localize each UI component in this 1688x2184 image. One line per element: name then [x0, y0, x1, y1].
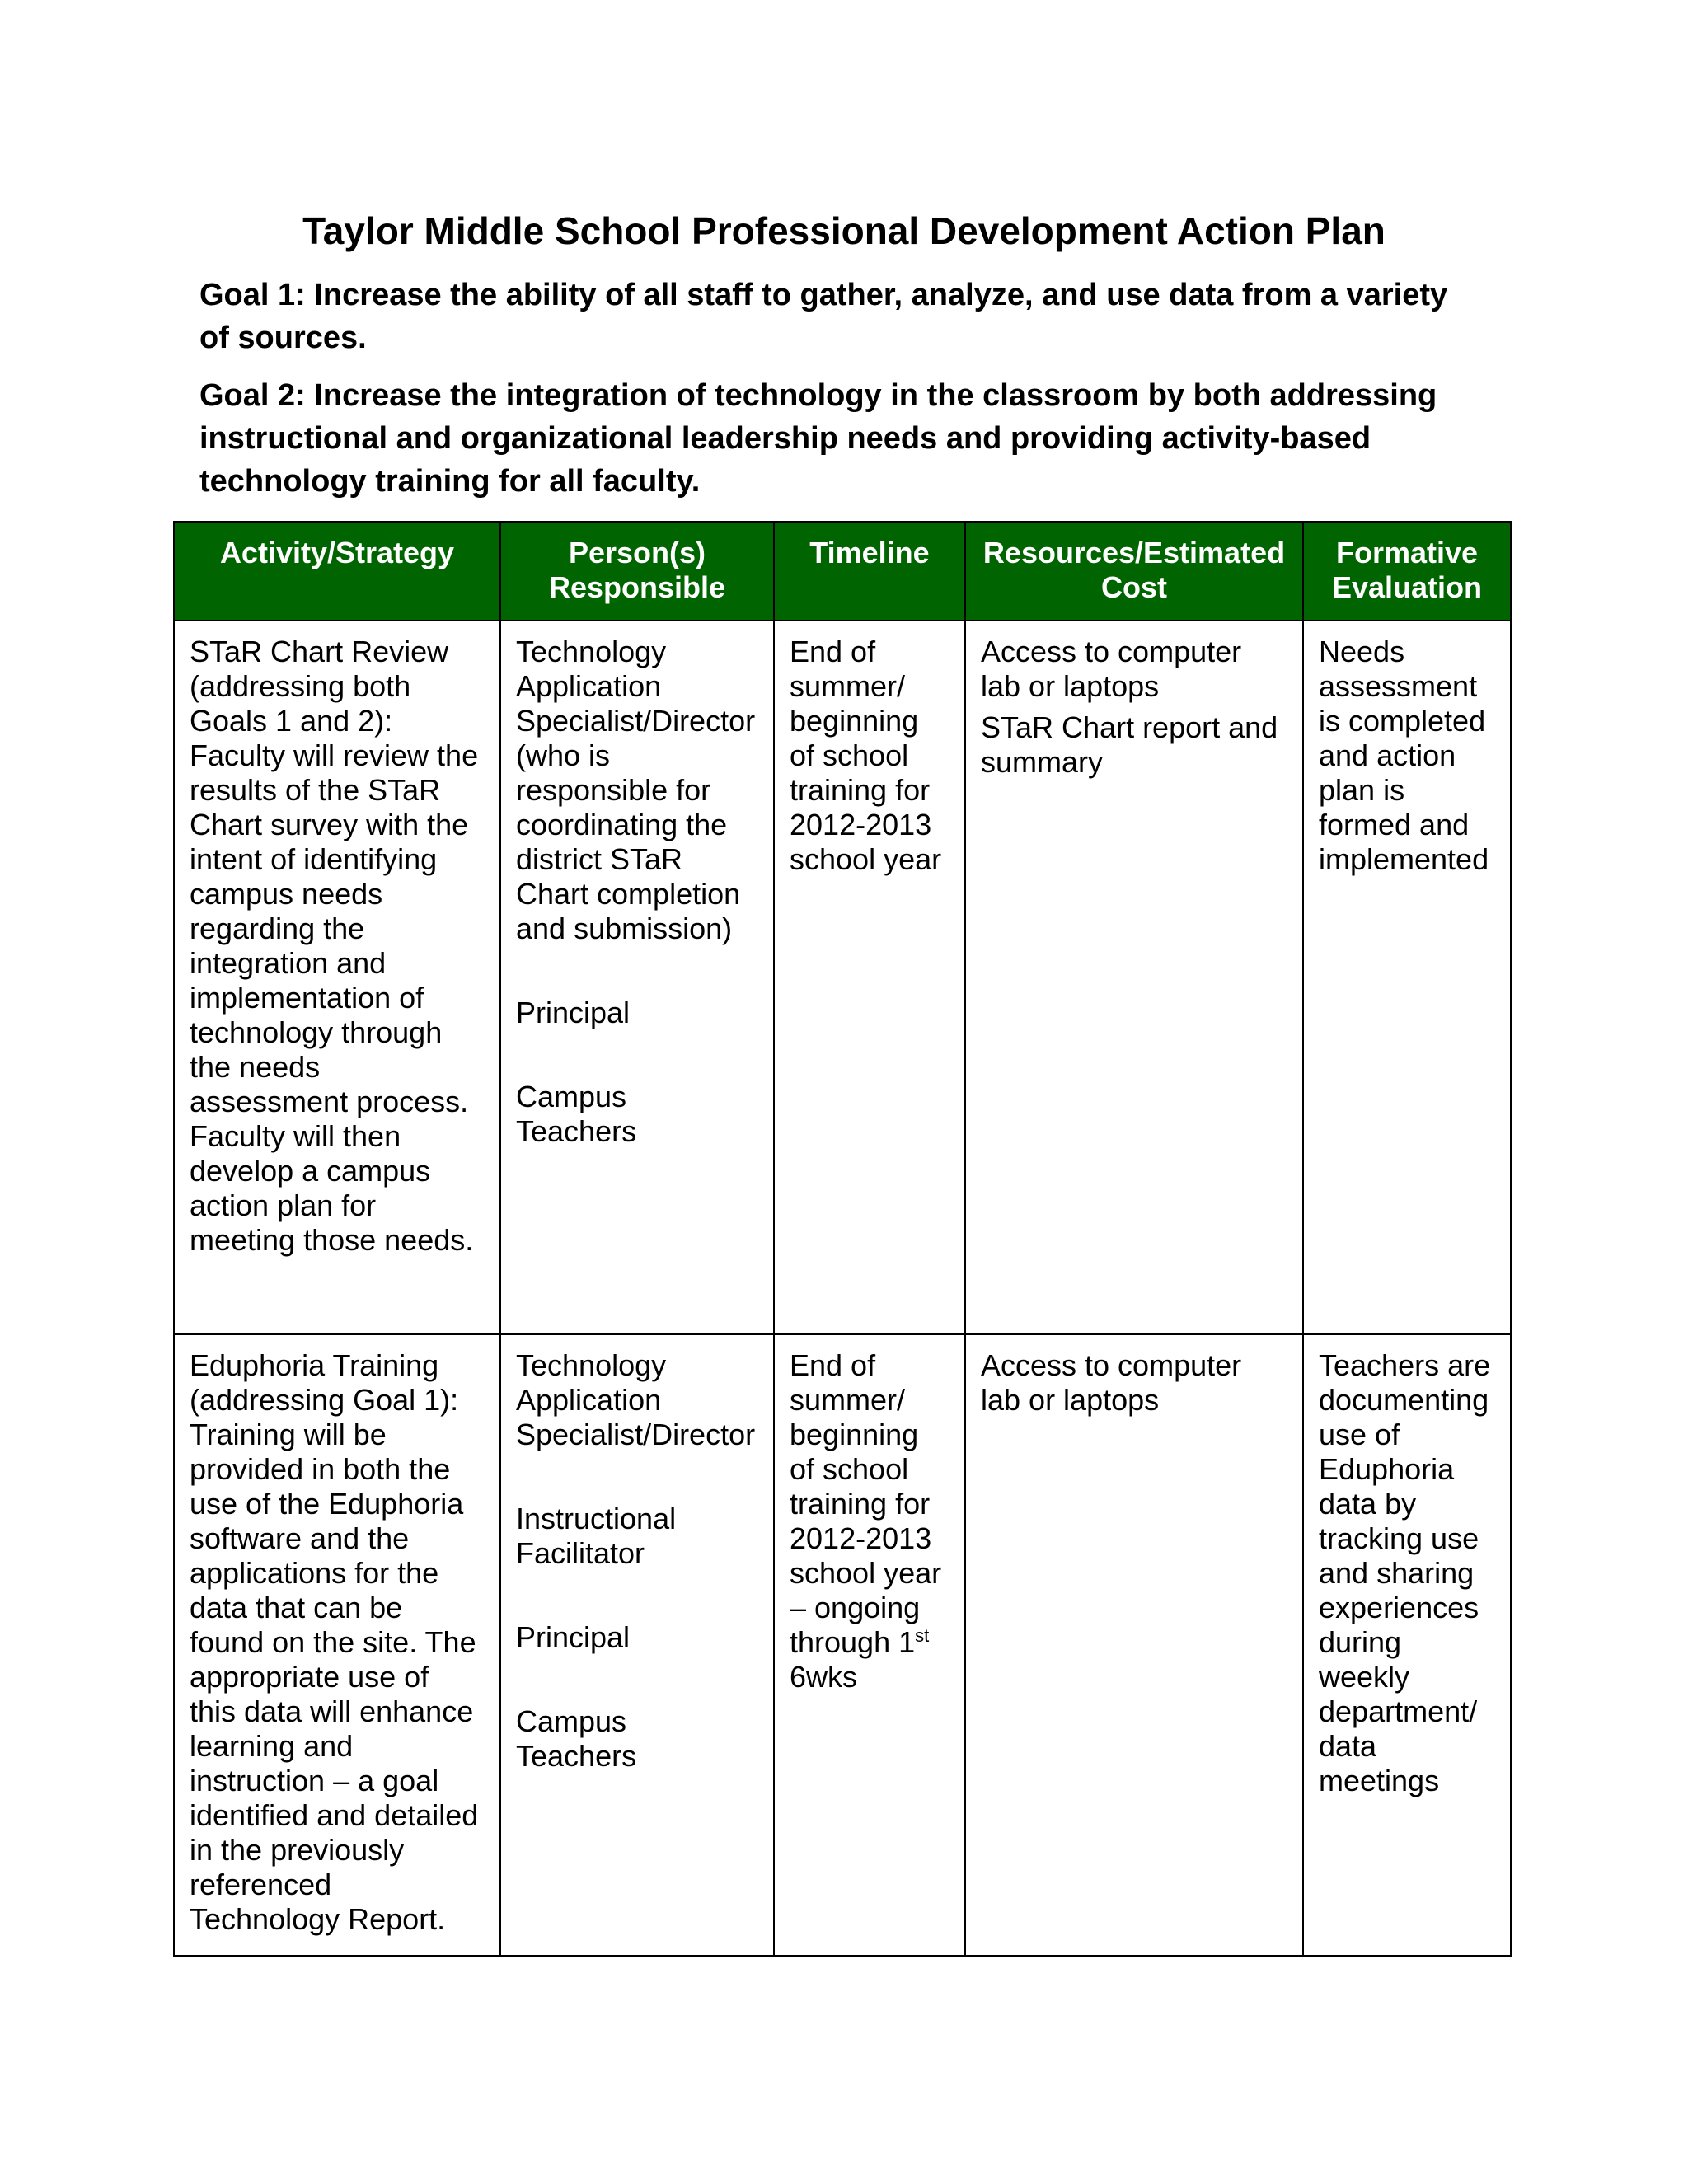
resources-cell [965, 621, 1303, 1334]
activity-text: Eduphoria Training (addressing Goal 1): Training will be provided in both the use of the Eduphoria software and the applications for the data that can be found on the site. The appropriate use of this data will enhance learning and instruction – a goal identified and detailed in the previously referenced Technology Report. [190, 1348, 479, 1936]
resource-entry: STaR Chart report and summary [981, 710, 1278, 779]
person-entry: Instructional Facilitator [516, 1502, 677, 1570]
timeline-text [790, 1348, 950, 1694]
persons-cell [500, 1334, 774, 1956]
header-timeline: Timeline [774, 522, 965, 621]
action-plan-table [173, 521, 1512, 1957]
header-persons-responsible: Person(s) Responsible [500, 522, 774, 621]
timeline-cell [774, 1334, 965, 1956]
document-title: Taylor Middle School Professional Development Action Plan [302, 209, 1386, 252]
resources-cell [965, 1334, 1303, 1956]
table-row [174, 1334, 1511, 1956]
person-entry: Campus Teachers [516, 1080, 637, 1148]
person-entry: Technology Application Specialist/Director [516, 1348, 756, 1451]
table-header-row [174, 522, 1511, 621]
timeline-text: End of summer/ beginning of school training for 2012-2013 school year [790, 635, 942, 876]
timeline-main: End of summer/ beginning of school training for 2012-2013 school year – ongoing through 1 [790, 1348, 942, 1659]
table-row [174, 621, 1511, 1334]
activity-text: STaR Chart Review (addressing both Goals 1 and 2): Faculty will review the results of the STaR Chart survey with the intent of identifying campus needs regarding the integration and implementation of technology through the needs assessment process. Faculty will then develop a campus action plan for meeting those needs. [190, 635, 479, 1257]
person-entry: Technology Application Specialist/Director (who is responsible for coordinating the district STaR Chart completion and submission) [516, 635, 756, 945]
activity-cell [174, 1334, 500, 1956]
timeline-end: 6wks [790, 1660, 858, 1694]
person-entry: Campus Teachers [516, 1704, 637, 1773]
header-resources-cost: Resources/Estimated Cost [965, 522, 1303, 621]
goal-1-text: Goal 1: Increase the ability of all staff to gather, analyze, and use data from a variety of sources. [199, 278, 1448, 355]
evaluation-cell [1303, 1334, 1511, 1956]
goal-2-text: Goal 2: Increase the integration of technology in the classroom by both addressing instructional and organizational leadership needs and providing activity-based technology training for all faculty. [199, 378, 1437, 499]
person-entry: Principal [516, 1620, 631, 1654]
resource-entry: Access to computer lab or laptops [981, 635, 1242, 703]
evaluation-text: Needs assessment is completed and action plan is formed and implemented [1319, 635, 1489, 876]
persons-cell [500, 621, 774, 1334]
person-entry: Principal [516, 996, 631, 1029]
evaluation-cell [1303, 621, 1511, 1334]
timeline-cell [774, 621, 965, 1334]
header-formative-evaluation: Formative Evaluation [1303, 522, 1511, 621]
activity-cell [174, 621, 500, 1334]
timeline-superscript: st [915, 1625, 930, 1646]
evaluation-text: Teachers are documenting use of Eduphoria data by tracking use and sharing experiences during weekly department/ data meetings [1319, 1348, 1491, 1797]
header-activity-strategy: Activity/Strategy [174, 522, 500, 621]
resource-entry: Access to computer lab or laptops [981, 1348, 1242, 1417]
